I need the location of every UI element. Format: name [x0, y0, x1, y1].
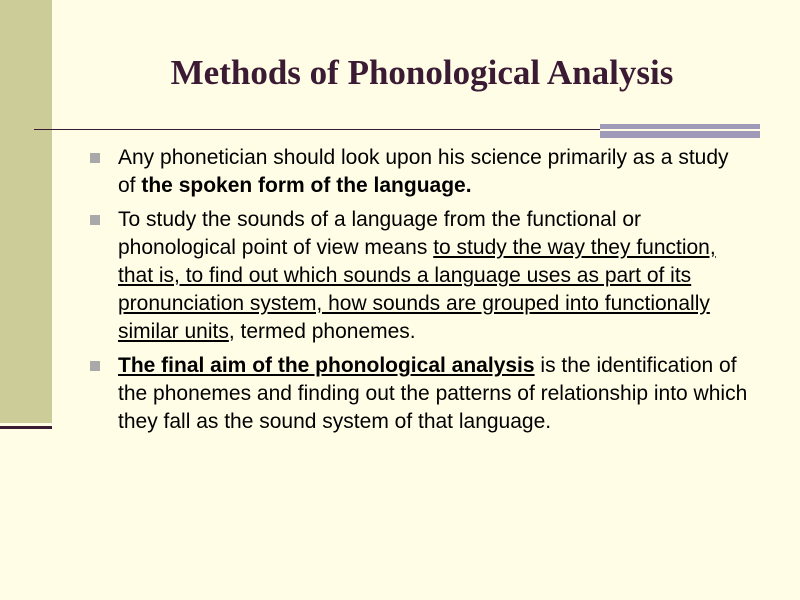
- bullet-3-text: is the identification of the phonemes and finding out the patterns of relationship into which they fall as the sound system of that language.: [118, 354, 748, 433]
- bullet-item-3: [88, 352, 748, 436]
- title-accent-bar: [600, 124, 760, 138]
- bullet-1-text: Any phonetician should look upon his science primarily as a study of: [118, 146, 729, 197]
- bullet-item-2: [88, 206, 748, 346]
- square-bullet-icon: [90, 153, 100, 163]
- bullet-2-text: To study the sounds of a language from the functional or phonological point of view means: [118, 208, 642, 259]
- square-bullet-icon: [90, 215, 100, 225]
- bullet-list: [88, 144, 748, 442]
- bullet-1-bold-text: the spoken form of the language.: [141, 174, 472, 197]
- square-bullet-icon: [90, 361, 100, 371]
- title-accent-stripe: [600, 129, 760, 131]
- slide-title: Methods of Phonological Analysis: [170, 53, 674, 92]
- bullet-item-1: [88, 144, 748, 200]
- bullet-2-tail-text: , termed phonemes.: [228, 320, 416, 343]
- bullet-3-bold-underlined-text: The final aim of the phonological analysis: [118, 354, 535, 377]
- left-band-underline: [0, 426, 52, 429]
- bullet-2-underlined-text: to study the way they function, that is, to find out which sounds a language uses as part of its pronunciation system, how sounds are grouped into functionally similar units: [118, 236, 716, 343]
- left-decorative-band: [0, 0, 52, 423]
